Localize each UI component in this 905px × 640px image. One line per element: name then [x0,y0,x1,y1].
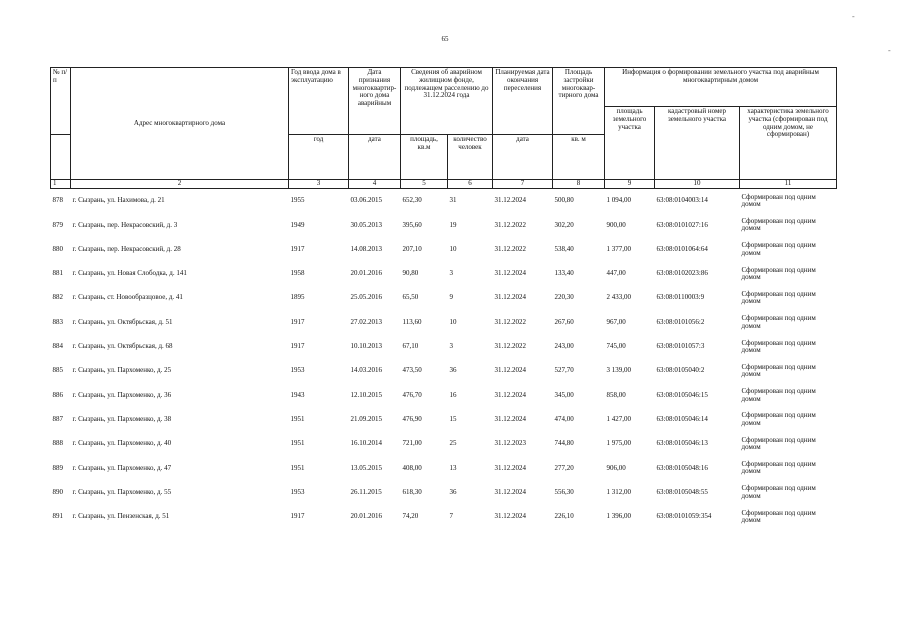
header-date-recognition: Дата признания многоквартир-ного дома аварийным [349,68,401,135]
recognition-date-cell: 16.10.2014 [350,439,382,448]
living-area-cell: 207,10 [402,244,422,253]
built-area-cell: 500,80 [554,196,574,205]
row-number: 886 [52,390,63,399]
recognition-date-cell: 13.05.2015 [350,463,382,472]
header-emergency-fund: Сведения об аварийном жилищном фонде, подлежащем расселению до 31.12.2024 года [401,68,493,135]
recognition-date-cell: 20.01.2016 [350,512,382,521]
table-body [51,189,837,530]
row-number: 880 [52,244,63,253]
land-status-cell: Сформирован под одним домом [741,314,816,330]
table-row [51,286,837,310]
planned-date-cell: 31.12.2024 [494,269,527,278]
table-row [51,432,837,456]
table-row [51,359,837,383]
table-row [51,262,837,286]
recognition-date-cell: 25.05.2016 [350,293,382,302]
address-cell: г. Сызрань, ст. Новообразцовое, д. 41 [72,293,183,302]
land-area-cell: 1 396,00 [606,512,632,521]
people-count-cell: 36 [449,366,457,375]
cadastral-number-cell: 63:08:0105048:16 [656,463,708,472]
column-number: 10 [655,180,740,189]
cadastral-number-cell: 63:08:0105046:15 [656,390,708,399]
header-unit-date2: дата [493,135,553,180]
recognition-date-cell: 14.03.2016 [350,366,382,375]
built-area-cell: 744,80 [554,439,574,448]
column-number: 5 [401,180,448,189]
row-number: 887 [52,414,63,423]
year-cell: 1958 [290,269,305,278]
cadastral-number-cell: 63:08:0105046:13 [656,439,708,448]
living-area-cell: 67,10 [402,342,419,351]
planned-date-cell: 31.12.2024 [494,512,527,521]
year-cell: 1955 [290,196,305,205]
address-cell: г. Сызрань, ул. Нахимова, д. 21 [72,196,165,205]
address-cell: г. Сызрань, ул. Октябрьская, д. 51 [72,317,173,326]
built-area-cell: 226,10 [554,512,574,521]
table-row [51,481,837,505]
year-cell: 1949 [290,220,305,229]
land-area-cell: 858,00 [606,390,626,399]
land-status-cell: Сформирован под одним домом [741,338,816,354]
column-number: 9 [605,180,655,189]
land-area-cell: 1 975,00 [606,439,632,448]
recognition-date-cell: 03.06.2015 [350,196,382,205]
land-area-cell: 447,00 [606,269,626,278]
built-area-cell: 133,40 [554,269,574,278]
people-count-cell: 31 [449,196,457,205]
header-unit-people: количество человек [448,135,493,180]
table-row [51,310,837,334]
header-cadastral: кадастровый номер земельного участка [655,107,740,180]
recognition-date-cell: 20.01.2016 [350,269,382,278]
address-cell: г. Сызрань, пер. Некрасовский, д. 28 [72,244,181,253]
cadastral-number-cell: 63:08:0104003:14 [656,196,708,205]
people-count-cell: 10 [449,244,457,253]
recognition-date-cell: 12.10.2015 [350,390,382,399]
planned-date-cell: 31.12.2024 [494,463,527,472]
year-cell: 1953 [290,487,305,496]
planned-date-cell: 31.12.2024 [494,414,527,423]
living-area-cell: 618,30 [402,487,422,496]
row-number: 889 [52,463,63,472]
cadastral-number-cell: 63:08:0102023:86 [656,269,708,278]
column-number: 3 [289,180,349,189]
year-cell: 1917 [290,317,305,326]
row-number: 890 [52,487,63,496]
year-cell: 1951 [290,414,305,423]
land-area-cell: 900,00 [606,220,626,229]
header-row-number: № п/п [51,68,71,135]
address-cell: г. Сызрань, ул. Пархоменко, д. 38 [72,414,172,423]
people-count-cell: 7 [449,512,453,521]
row-number: 881 [52,269,63,278]
built-area-cell: 243,00 [554,342,574,351]
table-row [51,456,837,480]
year-cell: 1917 [290,244,305,253]
land-status-cell: Сформирован под одним домом [741,411,816,427]
year-cell: 1917 [290,342,305,351]
recognition-date-cell: 14.08.2013 [350,244,382,253]
built-area-cell: 267,60 [554,317,574,326]
land-area-cell: 1 427,00 [606,414,632,423]
column-number: 1 [51,180,71,189]
planned-date-cell: 31.12.2024 [494,196,527,205]
header-unit-date: дата [349,135,401,180]
recognition-date-cell: 27.02.2013 [350,317,382,326]
column-number: 4 [349,180,401,189]
table-row [51,408,837,432]
header-land-area: площадь земельного участка [605,107,655,180]
row-number: 888 [52,439,63,448]
row-number: 882 [52,293,63,302]
recognition-date-cell: 26.11.2015 [350,487,382,496]
living-area-cell: 476,70 [402,390,422,399]
cadastral-number-cell: 63:08:0101056:2 [656,317,705,326]
people-count-cell: 10 [449,317,457,326]
scan-mark: - [852,12,855,21]
year-cell: 1895 [290,293,305,302]
planned-date-cell: 31.12.2022 [494,317,527,326]
header-land-info: Информация о формировании земельного участка под аварийным многоквартирным домом [605,68,837,107]
address-cell: г. Сызрань, ул. Пензенская, д. 51 [72,512,170,521]
header-built-area: Площадь застройки многоквар-тирного дома [553,68,605,135]
address-cell: г. Сызрань, ул. Пархоменко, д. 25 [72,366,172,375]
living-area-cell: 473,50 [402,366,422,375]
header-unit-area: площадь, кв.м [401,135,448,180]
row-number: 884 [52,342,63,351]
cadastral-number-cell: 63:08:0105046:14 [656,414,708,423]
land-status-cell: Сформирован под одним домом [741,192,816,209]
land-status-cell: Сформирован под одним домом [741,362,816,379]
scan-mark: - [888,46,891,55]
header-unit-sqm: кв. м [553,135,605,180]
year-cell: 1951 [290,439,305,448]
address-cell: г. Сызрань, ул. Октябрьская, д. 68 [72,342,173,351]
planned-date-cell: 31.12.2024 [494,366,527,375]
year-cell: 1917 [290,512,305,521]
year-cell: 1951 [290,463,305,472]
column-number: 8 [553,180,605,189]
living-area-cell: 476,90 [402,414,422,423]
year-cell: 1953 [290,366,305,375]
cadastral-number-cell: 63:08:0105048:55 [656,487,708,496]
people-count-cell: 9 [449,293,453,302]
table-row [51,383,837,407]
cadastral-number-cell: 63:08:0101027:16 [656,220,708,229]
address-cell: г. Сызрань, пер. Некрасовский, д. 3 [72,220,178,229]
column-number: 7 [493,180,553,189]
land-area-cell: 1 377,00 [606,244,632,253]
people-count-cell: 13 [449,463,457,472]
people-count-cell: 19 [449,220,457,229]
header-address: Адрес многоквартирного дома [71,68,289,180]
living-area-cell: 721,00 [402,439,422,448]
land-area-cell: 967,00 [606,317,626,326]
built-area-cell: 302,20 [554,220,574,229]
row-number: 878 [52,196,63,205]
people-count-cell: 25 [449,439,457,448]
table-row [51,335,837,359]
header-planned-date: Планируемая дата окончания переселения [493,68,553,135]
emergency-housing-table [50,67,837,529]
built-area-cell: 220,30 [554,293,574,302]
table-row [51,213,837,237]
cadastral-number-cell: 63:08:0101059:354 [656,512,712,521]
table-row [51,189,837,214]
header-unit-year: год [289,135,349,180]
land-status-cell: Сформирован под одним домом [741,460,816,476]
row-number: 883 [52,317,63,326]
land-status-cell: Сформирован под одним домом [741,265,816,282]
address-cell: г. Сызрань, ул. Пархоменко, д. 47 [72,463,172,472]
living-area-cell: 408,00 [402,463,422,472]
land-area-cell: 2 433,00 [606,293,632,302]
people-count-cell: 3 [449,342,453,351]
people-count-cell: 15 [449,414,457,423]
planned-date-cell: 31.12.2022 [494,220,527,229]
living-area-cell: 74,20 [402,512,419,521]
planned-date-cell: 31.12.2022 [494,244,527,253]
page-number: 65 [441,35,449,43]
row-number: 885 [52,366,63,375]
address-cell: г. Сызрань, ул. Новая Слободка, д. 141 [72,269,187,278]
living-area-cell: 395,60 [402,220,422,229]
land-status-cell: Сформирован под одним домом [741,387,816,403]
land-area-cell: 1 094,00 [606,196,632,205]
living-area-cell: 652,30 [402,196,422,205]
header-year: Год ввода дома в эксплуатацию [289,68,349,135]
cadastral-number-cell: 63:08:0101057:3 [656,342,705,351]
living-area-cell: 113,60 [402,317,422,326]
built-area-cell: 538,40 [554,244,574,253]
column-number: 11 [740,180,837,189]
planned-date-cell: 31.12.2022 [494,342,527,351]
address-cell: г. Сызрань, ул. Пархоменко, д. 40 [72,439,172,448]
column-number: 6 [448,180,493,189]
row-number: 891 [52,512,63,521]
column-number: 2 [71,180,289,189]
land-area-cell: 745,00 [606,342,626,351]
recognition-date-cell: 10.10.2013 [350,342,382,351]
land-status-cell: Сформирован под одним домом [741,508,816,524]
land-status-cell: Сформирован под одним домом [741,289,816,306]
planned-date-cell: 31.12.2024 [494,390,527,399]
living-area-cell: 65,50 [402,293,419,302]
land-status-cell: Сформирован под одним домом [741,484,816,500]
row-number: 879 [52,220,63,229]
people-count-cell: 3 [449,269,453,278]
built-area-cell: 474,00 [554,414,574,423]
built-area-cell: 527,70 [554,366,574,375]
table-row [51,505,837,529]
table-row [51,238,837,262]
recognition-date-cell: 21.09.2015 [350,414,382,423]
planned-date-cell: 31.12.2024 [494,487,527,496]
people-count-cell: 16 [449,390,457,399]
people-count-cell: 36 [449,487,457,496]
built-area-cell: 345,00 [554,390,574,399]
address-cell: г. Сызрань, ул. Пархоменко, д. 55 [72,487,172,496]
built-area-cell: 556,30 [554,487,574,496]
built-area-cell: 277,20 [554,463,574,472]
land-area-cell: 1 312,00 [606,487,632,496]
land-area-cell: 3 139,00 [606,366,632,375]
cadastral-number-cell: 63:08:0110003:9 [656,293,705,302]
cadastral-number-cell: 63:08:0101064:64 [656,244,708,253]
land-status-cell: Сформирован под одним домом [741,241,816,257]
planned-date-cell: 31.12.2024 [494,293,527,302]
recognition-date-cell: 30.05.2013 [350,220,382,229]
living-area-cell: 90,80 [402,269,419,278]
header-characteristic: характеристика земельного участка (сформирован под одним домом, не сформирован) [740,107,837,180]
land-area-cell: 906,00 [606,463,626,472]
cadastral-number-cell: 63:08:0105040:2 [656,366,705,375]
land-status-cell: Сформирован под одним домом [741,217,816,233]
planned-date-cell: 31.12.2023 [494,439,527,448]
year-cell: 1943 [290,390,305,399]
address-cell: г. Сызрань, ул. Пархоменко, д. 36 [72,390,172,399]
header-unit-blank [51,135,71,180]
land-status-cell: Сформирован под одним домом [741,435,816,452]
